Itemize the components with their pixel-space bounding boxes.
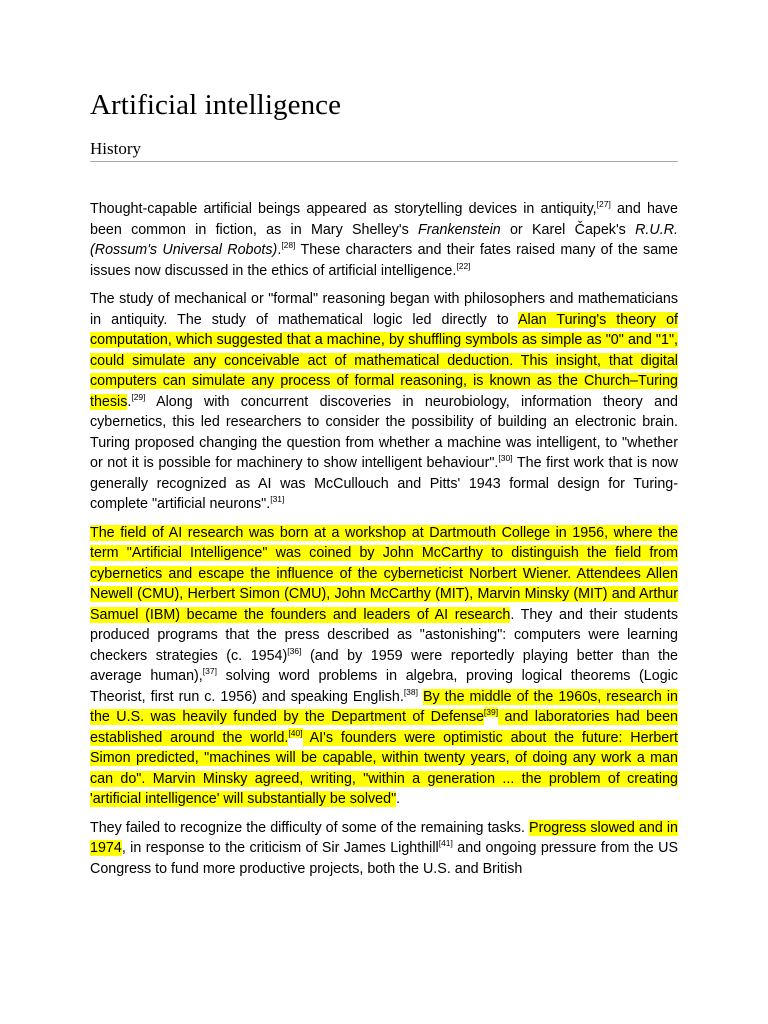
italic-title: R.U.R. (Rossum's Universal Robots) [90, 221, 678, 258]
text-run: . They and their students produced programs that the press described as "astonishing": computers were learning checkers strategies (c. 1954) [90, 606, 678, 664]
section-heading-history: History [90, 139, 678, 162]
text-run: and ongoing pressure from the US Congress to fund more productive projects, both the U.S. and British [90, 840, 678, 877]
text-run: Thought-capable artificial beings appeared as storytelling devices in antiquity, [90, 201, 597, 217]
citation-ref[interactable]: [39] [483, 707, 499, 718]
citation-ref[interactable]: [22] [456, 260, 471, 271]
citation-ref[interactable]: [31] [270, 494, 285, 505]
text-run: . [127, 393, 132, 410]
citation-ref[interactable]: [30] [498, 453, 513, 464]
text-run: . [396, 791, 401, 807]
article-body [90, 199, 678, 887]
text-run: solving word problems in algebra, proving logical theorems (Logic Theorist, first run c. 1956) and speaking English. [90, 668, 678, 705]
text-run: The study of mechanical or "formal" reasoning began with philosophers and mathematicians in antiquity. The study of mathematical logic led directly to [90, 291, 678, 328]
citation-ref[interactable]: [27] [596, 199, 611, 210]
text-run: . [277, 242, 282, 258]
highlighted-text: AI's founders were optimistic about the future: Herbert Simon predicted, "machines will be capable, within twenty years, of doing any work a man can do". Marvin Minsky agreed, writing, "within a generation ... the problem of creating 'artificial intelligence' will substantially be solved" [90, 729, 678, 807]
citation-ref[interactable]: [36] [287, 645, 302, 656]
highlighted-text: The field of AI research was born at a workshop at Dartmouth College in 1956, where the term "Artificial Intelligence" was coined by John McCarthy to distinguish the field from cybernetics and escape the influence of the cyberneticist Norbert Wiener. Attendees Allen Newell (CMU), Herbert Simon (CMU), John McCarthy (MIT), Marvin Minsky (MIT) and Arthur Samuel (IBM) became the founders and leaders of AI research [90, 524, 678, 623]
article-title: Artificial intelligence [90, 89, 342, 121]
body-paragraph [90, 523, 678, 810]
body-paragraph [90, 289, 678, 515]
text-run: Along with concurrent discoveries in neurobiology, information theory and cybernetics, this led researchers to consider the possibility of building an electronic brain. Turing proposed changing the question from whether a machine was intelligent, to "whether or not it is possible for machinery to show intelligent behaviour". [90, 393, 678, 471]
text-run: and have been common in fiction, as in Mary Shelley's [90, 201, 678, 238]
body-paragraph [90, 818, 678, 880]
text-run: (and by 1959 were reportedly playing better than the average human), [90, 647, 678, 684]
citation-ref[interactable]: [29] [131, 391, 146, 402]
citation-ref[interactable]: [37] [202, 666, 217, 677]
citation-ref[interactable]: [41] [438, 838, 453, 849]
body-paragraph [90, 199, 678, 281]
citation-ref[interactable]: [38] [403, 686, 418, 697]
text-run: or Karel Čapek's [500, 221, 636, 238]
italic-title: Frankenstein [418, 221, 501, 238]
citation-ref[interactable]: [40] [288, 727, 303, 738]
highlighted-text: Progress slowed and in 1974 [90, 819, 678, 856]
text-run: The first work that is now generally recognized as AI was McCullouch and Pitts' 1943 formal design for Turing-complete "artificial neurons". [90, 455, 679, 512]
highlighted-text: and laboratories had been established around the world. [90, 709, 678, 746]
citation-ref[interactable]: [28] [281, 240, 296, 251]
highlighted-text: By the middle of the 1960s, research in the U.S. was heavily funded by the Department of Defense [90, 688, 678, 725]
text-run: , in response to the criticism of Sir James Lighthill [121, 840, 439, 856]
text-run: They failed to recognize the difficulty of some of the remaining tasks. [90, 819, 530, 836]
highlighted-text: Alan Turing's theory of computation, which suggested that a machine, by shuffling symbols as simple as "0" and "1", could simulate any conceivable act of mathematical deduction. This insight, that digital computers can simulate any process of formal reasoning, is known as the Church–Turing thesis [90, 311, 678, 410]
text-run: These characters and their fates raised many of the same issues now discussed in the ethics of artificial intelligence. [90, 242, 679, 279]
